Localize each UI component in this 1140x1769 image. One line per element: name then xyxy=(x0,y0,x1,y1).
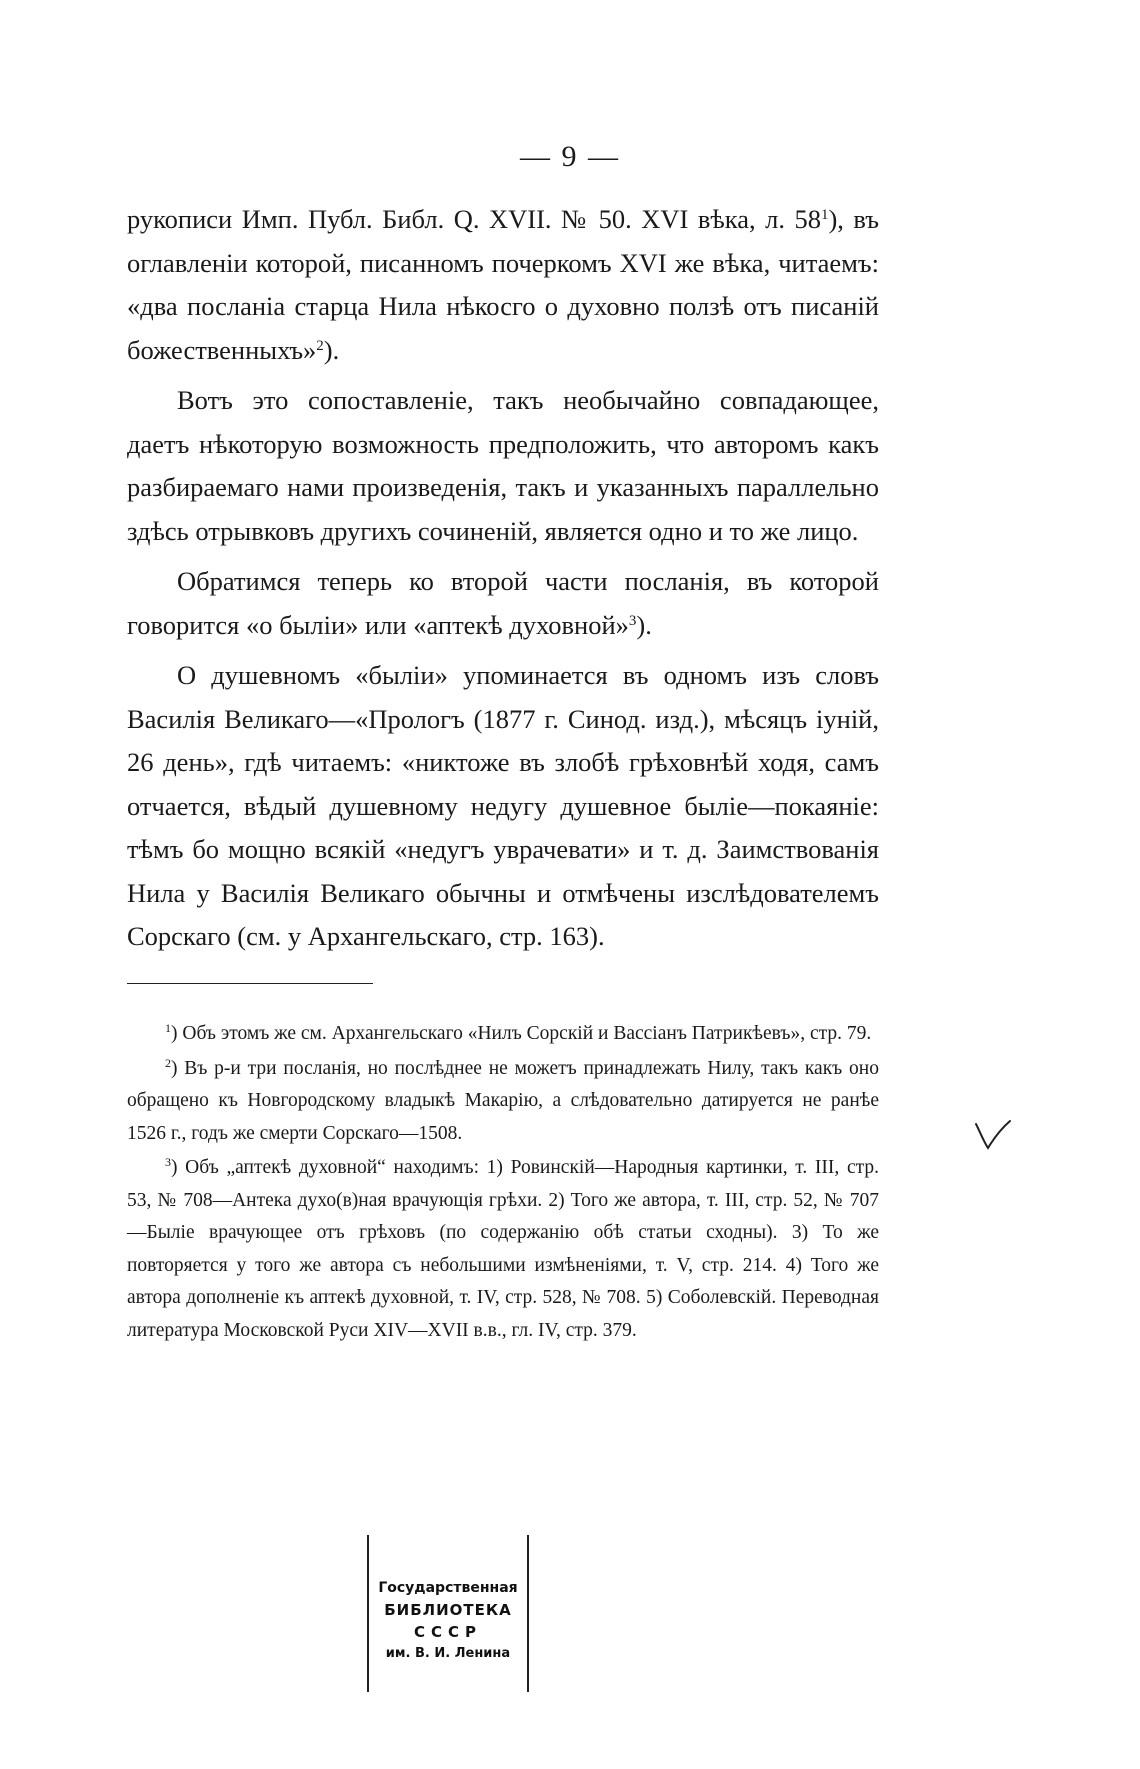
stamp-line-3: СССР xyxy=(413,1623,483,1641)
footnote-1 xyxy=(127,1018,879,1051)
stamp-line-4: им. В. И. Ленина xyxy=(385,1646,511,1661)
footnote-ref-1: 1 xyxy=(820,207,829,223)
footnote-divider xyxy=(127,983,373,984)
paragraph-3 xyxy=(127,560,879,647)
footnote-ref-3: 3 xyxy=(628,612,637,629)
page-number: — 9 — xyxy=(520,140,620,173)
paragraph-3-text-end: ). xyxy=(636,609,652,640)
footnote-3 xyxy=(127,1152,879,1347)
paragraph-4: О душевномъ «быліи» упоминается въ одномъ изъ словъ Василія Великаго—«Прологъ (1877 г. Синод. изд.), мѣсяцъ іуній, 26 день», гдѣ читаемъ: «никтоже въ злобѣ грѣховнѣй ходя, самъ отчается, вѣдый душевному недугу душевное быліе—покаяніе: тѣмъ бо мощно всякій «недугъ уврачевати» и т. д. Заимствованія Нила у Василія Великаго обычны и отмѣчены изслѣдователемъ Сорскаго (см. у Архангельскаго, стр. 163). xyxy=(127,660,879,951)
footnote-3-text: ) Объ „аптекѣ духовной“ находимъ: 1) Ровинскій—Народныя картинки, т. III, стр. 53, № 708—Антека духо(в)ная врачующія грѣхи. 2) Того же автора, т. III, стр. 52, № 707 —Быліе врачующее отъ грѣховъ (по содержанію обѣ статьи сходны). 3) То же повторяется у того же автора съ небольшими измѣненіями, т. V, стр. 214. 4) Того же автора дополненіе къ аптекѣ духовной, т. IV, стр. 528, № 708. 5) Соболевскій. Переводная литература Московской Руси XIV—XVII в.в., гл. IV, стр. 379. xyxy=(127,1157,879,1341)
footnotes xyxy=(127,1018,879,1347)
handwritten-checkmark-icon xyxy=(974,1118,1012,1152)
footnote-3-mark: 3 xyxy=(165,1155,171,1169)
footnote-2-mark: 2 xyxy=(165,1055,171,1070)
library-stamp xyxy=(367,1535,529,1692)
footnote-1-mark: 1 xyxy=(165,1021,171,1035)
footnote-2-text: ) Въ р-и три посланія, но послѣднее не можетъ принадлежать Нилу, такъ какъ оно обращено къ Новгородскому владыкѣ Макарію, а слѣдовательно датируется не ранѣе 1526 г., годъ же смерти Сорскаго—1508. xyxy=(127,1057,879,1144)
paragraph-1-text-cont: ), въ оглавленіи которой, писанномъ почеркомъ XVI же вѣка, читаемъ: «два посланіа старца Нила нѣкосго о духовно ползѣ отъ писаній божественныхъ» xyxy=(127,204,879,365)
footnote-1-text: ) Объ этомъ же см. Архангельскаго «Нилъ Сорскій и Вассіанъ Патрикѣевъ», стр. 79. xyxy=(171,1023,872,1044)
paragraph-1 xyxy=(127,198,879,372)
footnote-ref-2: 2 xyxy=(316,337,324,354)
paragraph-3-text: Обратимся теперь ко второй части посланія, въ которой говорится «о быліи» или «аптекѣ духовной» xyxy=(127,566,879,640)
footnote-2 xyxy=(127,1053,879,1151)
paragraph-2: Вотъ это сопоставленіе, такъ необычайно совпадающее, даетъ нѣкоторую возможность предположить, что авторомъ какъ разбираемаго нами произведенія, такъ и указанныхъ параллельно здѣсь отрывковъ другихъ сочиненій, является одно и то же лицо. xyxy=(127,385,879,546)
stamp-line-2: БИБЛИОТЕКА xyxy=(384,1601,512,1619)
stamp-line-1: Государственная xyxy=(378,1580,518,1596)
paragraph-1-text: рукописи Имп. Публ. Библ. Q. XVII. № 50. XVI вѣка, л. 58 xyxy=(127,204,821,234)
main-text xyxy=(127,198,879,959)
paragraph-1-text-end: ). xyxy=(323,334,340,365)
